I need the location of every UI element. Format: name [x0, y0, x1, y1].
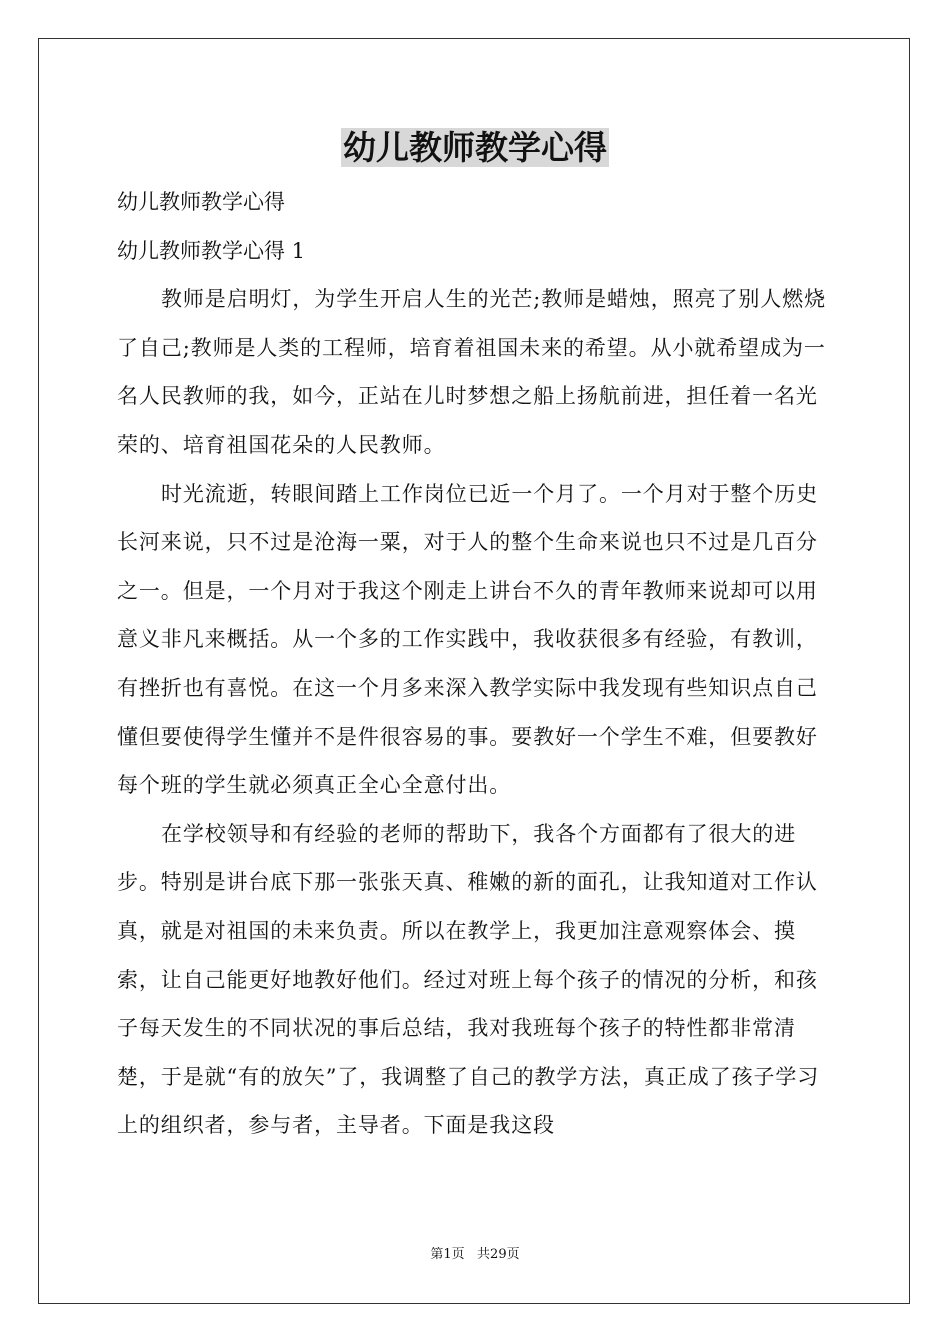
document-subtitle: 幼儿教师教学心得: [117, 190, 285, 214]
document-title: [0, 126, 950, 170]
document-title-text: 幼儿教师教学心得: [343, 128, 607, 167]
paragraph-1: 教师是启明灯，为学生开启人生的光芒;教师是蜡烛，照亮了别人燃烧了自己;教师是人类的工程师，培育着祖国未来的希望。从小就希望成为一名人民教师的我，如今，正站在儿时梦想之船上扬航前进，担任着一名光荣的、培育祖国花朵的人民教师。: [117, 287, 826, 457]
document-body: [117, 178, 833, 1150]
paragraph-3: 在学校领导和有经验的老师的帮助下，我各个方面都有了很大的进步。特别是讲台底下那一张张天真、稚嫩的新的面孔，让我知道对工作认真，就是对祖国的未来负责。所以在教学上，我更加注意观察体会、摸索，让自己能更好地教好他们。经过对班上每个孩子的情况的分析，和孩子每天发生的不同状况的事后总结，我对我班每个孩子的特性都非常清楚，于是就“有的放矢”了，我调整了自己的教学方法，真正成了孩子学习上的组织者，参与者，主导者。下面是我这段: [117, 821, 820, 1138]
paragraph-2: 时光流逝，转眼间踏上工作岗位已近一个月了。一个月对于整个历史长河来说，只不过是沧海一粟，对于人的整个生命来说也只不过是几百分之一。但是，一个月对于我这个刚走上讲台不久的青年教师来说却可以用意义非凡来概括。从一个多的工作实践中，我收获很多有经验，有教训，有挫折也有喜悦。在这一个月多来深入教学实际中我发现有些知识点自己懂但要使得学生懂并不是件很容易的事。要教好一个学生不难，但要教好每个班的学生就必须真正全心全意付出。: [117, 481, 818, 798]
section-heading: 幼儿教师教学心得 1: [117, 238, 306, 263]
page-footer: [0, 1246, 950, 1264]
page-number: 第1页 共29页: [430, 1247, 520, 1262]
